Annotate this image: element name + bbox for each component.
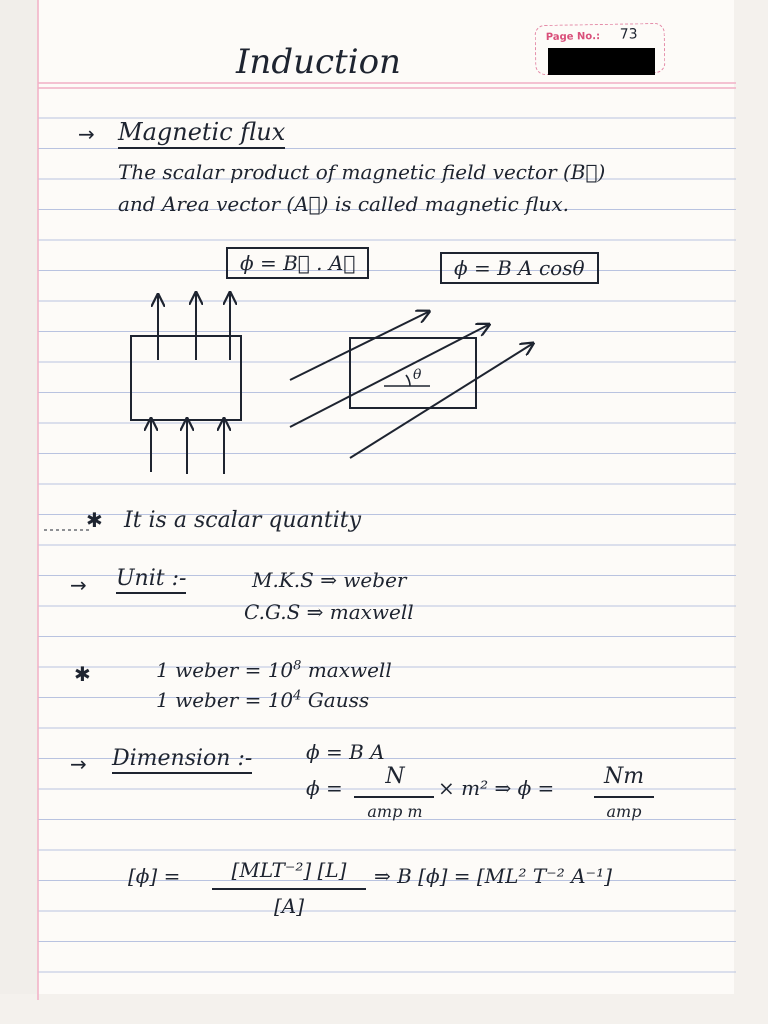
angle-label: θ <box>413 367 422 383</box>
fraction-bar <box>354 796 434 798</box>
conversion2-lhs: 1 weber = 10 <box>156 688 294 712</box>
dimension-eq3-lhs: [ϕ] = <box>128 864 181 888</box>
unit-mks: M.K.S ⇒ weber <box>252 568 407 592</box>
fraction-bar <box>594 796 654 798</box>
star-marker: ✱ <box>74 662 91 686</box>
arrow-marker: → <box>70 752 87 776</box>
conversion1-lhs: 1 weber = 10 <box>156 658 294 682</box>
flux-heading: Magnetic flux <box>118 118 285 149</box>
dimension-heading: Dimension :- <box>112 746 252 774</box>
dimension-eq3-rhs: ⇒ B [ϕ] = [ML² T⁻² A⁻¹] <box>374 864 612 888</box>
unit-cgs: C.G.S ⇒ maxwell <box>244 600 414 624</box>
conversion1-exponent: 8 <box>293 658 302 674</box>
page-number: 73 <box>619 26 638 43</box>
dimension-eq2-middle: × m² ⇒ ϕ = <box>438 776 555 800</box>
dimension-eq3-denominator: [A] <box>273 894 305 918</box>
field-arrow <box>290 312 428 380</box>
page-number-label: Page No.: <box>545 30 601 43</box>
unit-heading: Unit :- <box>116 566 186 594</box>
formula-cos: ϕ = B A cosθ <box>440 252 599 284</box>
arrow-marker: → <box>70 573 87 597</box>
dimension-eq2-numerator: N <box>385 764 405 789</box>
dimension-eq3-numerator: [MLT⁻²] [L] <box>231 858 347 882</box>
page-title: Induction <box>236 42 401 82</box>
angle-arc <box>406 375 410 386</box>
dimension-eq2-numerator2: Nm <box>603 764 645 789</box>
conversion-line2 <box>156 688 369 712</box>
dimension-eq2-denominator: amp m <box>367 802 423 821</box>
flux-definition-line2: and Area vector (A⃗) is called magnetic flux. <box>118 192 570 216</box>
conversion-line1 <box>156 658 392 682</box>
conversion2-rhs: Gauss <box>307 688 370 712</box>
flux-diagram-normal <box>131 294 241 474</box>
conversion1-rhs: maxwell <box>307 658 392 682</box>
dimension-eq1: ϕ = B A <box>306 740 385 764</box>
conversion2-exponent: 4 <box>293 688 302 704</box>
field-arrow <box>350 344 532 458</box>
dimension-eq2-denominator2: amp <box>606 802 642 821</box>
area-rectangle-normal <box>131 336 241 420</box>
flux-definition-line1: The scalar product of magnetic field vector (B⃗) <box>118 160 606 184</box>
redaction-block <box>548 48 655 75</box>
ruled-lines <box>38 118 736 972</box>
flux-diagram-inclined <box>290 312 532 458</box>
arrow-marker: → <box>78 122 95 146</box>
dimension-eq2-phi: ϕ = <box>306 776 343 800</box>
scalar-note: It is a scalar quantity <box>124 508 362 533</box>
fraction-bar <box>212 888 366 890</box>
field-arrow <box>290 325 488 427</box>
formula-dot-product: ϕ = B⃗ . A⃗ <box>226 247 369 279</box>
star-marker: ✱ <box>86 508 103 532</box>
